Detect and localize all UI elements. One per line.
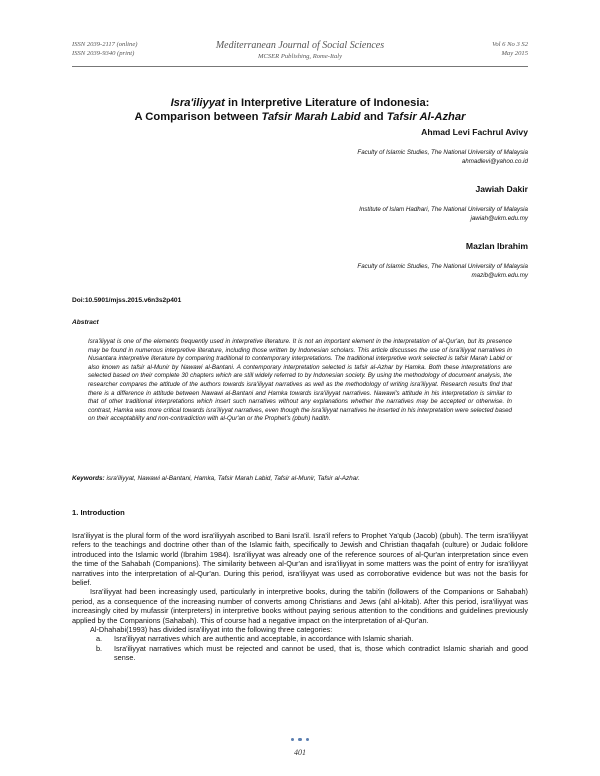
doi[interactable]: Doi:10.5901/mjss.2015.v6n3s2p401	[72, 297, 182, 304]
keywords-text: isra'iliyyat, Nawawi al-Bantani, Hamka, Tafsir Marah Labid, Tafsir al-Munir, Tafsir al-Azhar.	[104, 475, 360, 482]
paragraph: Isra'iliyyat had been increasingly used, particularly in interpretive books, during the tabi'in (followers of the Companions or Sahabah) period, as a consequence of the increasing number of converts among Christians and Jews (ahl al-kitab). After this period, isra'iliyyat was increasingly cited by mufassir (interpreters) in interpretive books without paying serious attention to the conditions and guidelines previously applied by the Companions (Sahabah). This of course had a negative impact on the interpretation of al-Qur'an.	[72, 587, 528, 625]
issn-online: ISSN 2039-2117 (online)	[72, 41, 138, 48]
title-line-2-b: and	[360, 111, 387, 123]
abstract-text: Isra'iliyyat is one of the elements frequently used in interpretive literature. It is not an important element in the interpretation of al-Qur'an, but its presence may be found in numerous interpretive literature, including those written by Indonesian scholars. This article discusses the use of isra'iliyyat narratives in Nusantara interpretive literature by comparing traditional to contemporary interpretations. The traditional interpretive work selected is tafsir Marah Labid or also known as tafsir al-Munir by Nawawi al-Bantani. A contemporary interpretation selected is tafsir al-Azhar by Hamka. Both these interpretations are selected based on their complete 30 chapters which are still widely referred to by Indonesian society. By using the methodology of document analysis, the researcher compares the attitude of the authors towards isra'iliyyat narratives as well as the methodology of writing isra'iliyyat. Research results find that there is a difference in attitude between Nawawi al-Bantani and Hamka towards isra'iliyyat narratives. Nawawi's attitude in his interpretation is similar to that of other traditional interpretations which insert such narratives without any explanations whether the narratives may be accepted or otherwise. In contrast, Hamka was more critical towards isra'iliyyat narratives, even though the isra'iliyyat narratives he inserted in his interpretation were selected based on their acceptability and non-contradiction with al-Qur'an or the Prophet's (pbuh) hadith.	[88, 338, 512, 423]
list-marker: a.	[96, 634, 103, 644]
title-line-2	[72, 110, 528, 124]
volume-block	[492, 40, 528, 58]
keywords	[72, 475, 528, 482]
title-line-1-rest: in Interpretive Literature of Indonesia:	[224, 97, 430, 109]
footer-ornament	[291, 738, 310, 742]
author-affiliation: Institute of Islam Hadhari, The National University of Malaysia	[359, 206, 528, 213]
author-email[interactable]: mazib@ukm.edu.my	[471, 272, 528, 279]
running-header	[72, 40, 528, 76]
author-name: Jawiah Dakir	[475, 184, 528, 194]
volume: Vol 6 No 3 S2	[492, 41, 528, 48]
journal-block	[72, 40, 528, 61]
dot-icon	[306, 738, 310, 742]
dot-icon	[298, 738, 302, 742]
author-block	[72, 183, 528, 223]
issue-date: May 2015	[501, 50, 528, 57]
author-email[interactable]: ahmadlevi@yahoo.co.id	[461, 158, 528, 165]
title-work-1: Tafsir Marah Labid	[261, 111, 361, 123]
publisher: MCSER Publishing, Rome-Italy	[257, 53, 343, 60]
author-name: Ahmad Levi Fachrul Avivy	[421, 127, 528, 137]
journal-name: Mediterranean Journal of Social Sciences	[215, 40, 385, 51]
page-number: 401	[294, 748, 306, 757]
list-item	[72, 644, 528, 663]
keywords-label: Keywords:	[72, 475, 105, 482]
author-affiliation: Faculty of Islamic Studies, The National University of Malaysia	[357, 263, 528, 270]
dot-icon	[291, 738, 295, 742]
paper-title	[72, 96, 528, 124]
introduction-body	[72, 531, 528, 663]
header-rule	[72, 66, 528, 67]
paragraph: Al-Dhahabi(1993) has divided isra'iliyyat into the following three categories:	[90, 625, 333, 635]
author-affiliation: Faculty of Islamic Studies, The National University of Malaysia	[357, 149, 528, 156]
author-block	[72, 126, 528, 166]
author-block	[72, 240, 528, 280]
page-footer	[0, 728, 600, 757]
list-item	[72, 634, 528, 643]
abstract-heading: Abstract	[72, 319, 99, 326]
title-line-2-a: A Comparison between	[134, 111, 262, 123]
title-work-2: Tafsir Al-Azhar	[386, 111, 466, 123]
title-term: Isra'iliyyat	[170, 97, 225, 109]
category-list	[72, 634, 528, 662]
author-email[interactable]: jawiah@ukm.edu.my	[470, 215, 528, 222]
list-item-text: Isra'iliyyat narratives which must be rejected and cannot be used, that is, those which contradict Islamic shariah and good sense.	[114, 643, 528, 663]
author-list	[72, 126, 528, 297]
section-heading-introduction: 1. Introduction	[72, 508, 125, 517]
title-line-1	[72, 96, 528, 110]
issn-print: ISSN 2039-9340 (print)	[72, 50, 135, 57]
list-marker: b.	[96, 643, 103, 653]
author-name: Mazlan Ibrahim	[465, 241, 528, 251]
list-item-text: Isra'iliyyat narratives which are authentic and acceptable, in accordance with Islamic shariah.	[114, 634, 414, 644]
paragraph: Isra'iliyyat is the plural form of the word isra'iliyyah ascribed to Bani Isra'il. Isra'il refers to Prophet Ya'qub (Jacob) (pbuh). The term isra'iliyyat refers to the teachings and doctrine other than of the Islamic faith, specifically to Jewish and Christian thaqafah (culture) or Judaic folklore introduced into the Islamic world (Ibrahim 1984). Isra'iliyyat was already one of the reference sources of al-Qur'an interpretation since even the time of the Sahabah (Companions). The similarity between al-Qur'an and isra'iliyyat in some matters was the point of entry for isra'iliyyat narratives into the interpretation of al-Qur'an. During this period, isra'iliyyat was used as corroborative evidence but was not the basis for belief.	[72, 531, 528, 588]
